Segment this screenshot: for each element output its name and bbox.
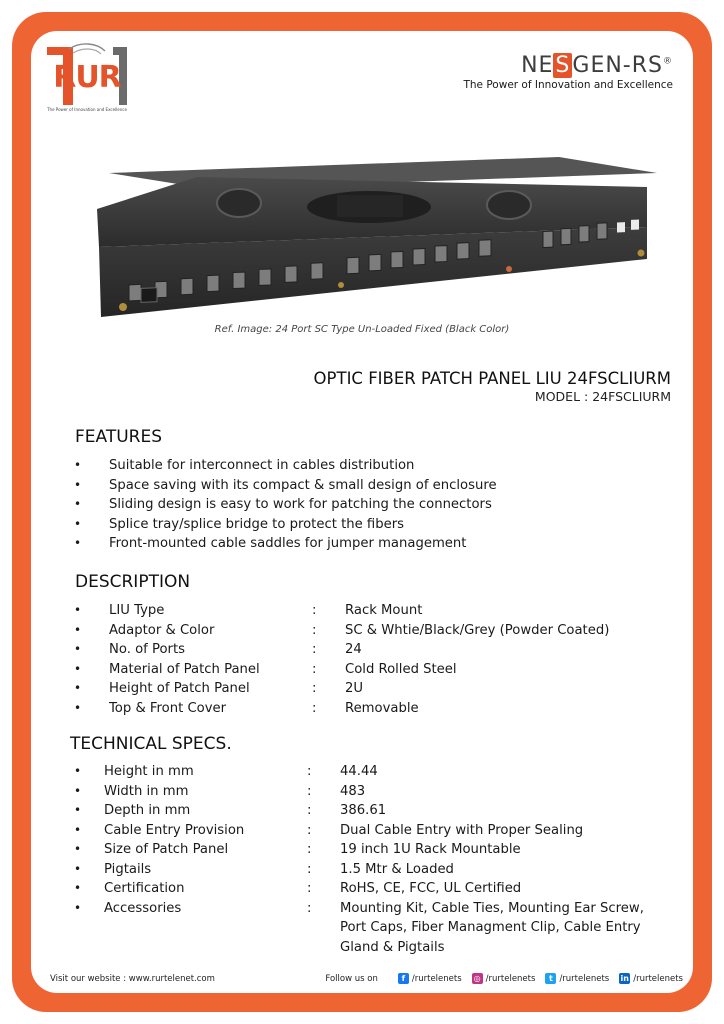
list-item: • Pigtails : 1.5 Mtr & Loaded <box>31 860 693 880</box>
bullet: • <box>74 861 82 876</box>
list-item: • Top & Front Cover : Removable <box>31 699 693 719</box>
bullet: • <box>74 700 82 715</box>
patch-panel-product-image <box>79 147 669 327</box>
product-model: MODEL : 24FSCLIURM <box>534 389 671 404</box>
list-item: • Suitable for interconnect in cables distribution <box>31 456 693 476</box>
list-item: • Certification : RoHS, CE, FCC, UL Certified <box>31 879 693 899</box>
bullet: • <box>74 783 82 798</box>
list-item: • Front-mounted cable saddles for jumper management <box>31 534 693 554</box>
bullet: • <box>74 642 82 656</box>
description-list <box>31 601 693 718</box>
facebook-icon: f <box>398 973 409 984</box>
twitter-link[interactable]: t /rurtelenets <box>545 973 609 984</box>
features-list <box>31 456 693 554</box>
description-heading: DESCRIPTION <box>75 572 191 592</box>
bullet: • <box>74 900 82 915</box>
bullet: • <box>74 803 82 817</box>
list-item: • Height of Patch Panel : 2U <box>31 679 693 699</box>
list-item: • Cable Entry Provision : Dual Cable Entry with Proper Sealing <box>31 821 693 841</box>
instagram-link[interactable]: ◎ /rurtelenets <box>473 973 536 984</box>
bullet: • <box>74 661 82 676</box>
svg-text:The Power of Innovation and Ex: The Power of Innovation and Excellence <box>47 107 127 112</box>
rur-logo <box>43 41 131 115</box>
instagram-icon: ◎ <box>472 973 483 984</box>
list-item: • Size of Patch Panel : 19 inch 1U Rack Mountable <box>31 840 693 860</box>
list-item: • Width in mm : 483 <box>31 782 693 802</box>
list-item: • Depth in mm : 386.61 <box>31 801 693 821</box>
bullet: • <box>74 516 82 531</box>
follow-us-label: Follow us on <box>325 973 378 984</box>
social-links <box>325 973 683 984</box>
bullet: • <box>74 458 82 472</box>
page-border-frame <box>12 12 712 1012</box>
svg-text:RUR: RUR <box>53 60 121 95</box>
bullet: • <box>74 497 82 511</box>
list-item: • Sliding design is easy to work for patching the connectors <box>31 495 693 515</box>
website-link[interactable]: Visit our website : www.rurtelenet.com <box>50 974 215 984</box>
bullet: • <box>74 842 82 856</box>
linkedin-icon: in <box>620 974 629 983</box>
technical-specs-list <box>31 762 693 957</box>
nesgen-tagline: The Power of Innovation and Excellence <box>463 79 673 91</box>
linkedin-link[interactable]: in /rurtelenets <box>620 973 683 984</box>
bullet: • <box>74 603 82 617</box>
list-item: • Space saving with its compact & small design of enclosure <box>31 476 693 496</box>
twitter-icon: t <box>545 973 556 984</box>
technical-specs-heading: TECHNICAL SPECS. <box>70 734 232 754</box>
product-title: OPTIC FIBER PATCH PANEL LIU 24FSCLIURM <box>313 369 671 388</box>
list-item: • LIU Type : Rack Mount <box>31 601 693 621</box>
bullet: • <box>74 681 82 695</box>
list-item: • Material of Patch Panel : Cold Rolled Steel <box>31 660 693 680</box>
bullet: • <box>74 822 82 837</box>
bullet: • <box>74 881 82 895</box>
list-item: • Splice tray/splice bridge to protect the fibers <box>31 515 693 535</box>
bullet: • <box>74 477 82 492</box>
bullet: • <box>74 622 82 637</box>
list-item: • No. of Ports : 24 <box>31 640 693 660</box>
list-item: • Height in mm : 44.44 <box>31 762 693 782</box>
bullet: • <box>74 536 82 550</box>
bullet: • <box>74 764 82 778</box>
nesgen-brand-mark: NESGEN-RS® <box>521 53 673 78</box>
list-item: • Accessories : Mounting Kit, Cable Ties, Mounting Ear Screw, Port Caps, Fiber Managment Clip, Cable Entry Gland & Pigtails <box>74 900 644 955</box>
nesgen-rs-logo <box>463 53 673 91</box>
facebook-link[interactable]: f /rurtelenets <box>398 973 462 984</box>
features-heading: FEATURES <box>75 427 163 447</box>
datasheet-page <box>31 31 693 993</box>
list-item: • Adaptor & Color : SC & Whtie/Black/Grey (Powder Coated) <box>31 621 693 641</box>
image-caption: Ref. Image: 24 Port SC Type Un-Loaded Fixed (Black Color) <box>214 324 510 335</box>
